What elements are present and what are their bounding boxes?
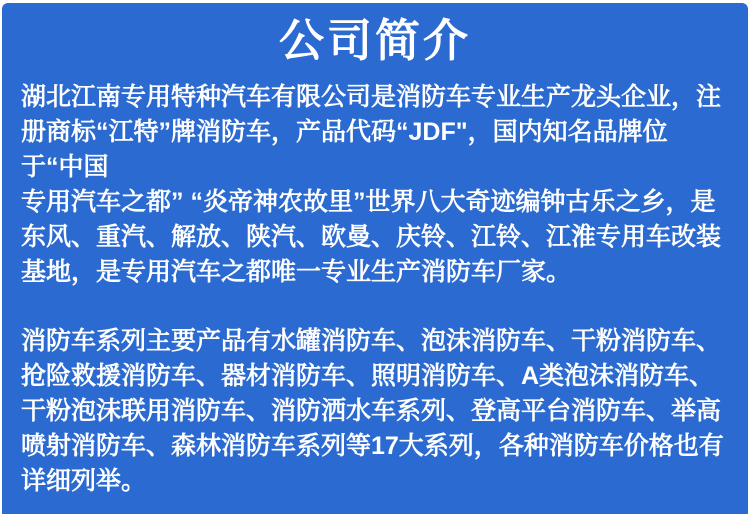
page-title: 公司简介 — [278, 15, 471, 66]
intro-text — [2, 80, 748, 499]
company-intro-panel — [2, 3, 748, 514]
paragraph-1-line-1: 湖北江南专用特种汽车有限公司是消防车专业生产龙头企业，注册商标“江特”牌消防车，产品代码“JDF"，国内知名品牌位于“中国 — [21, 83, 722, 181]
paragraph-product-series — [21, 324, 729, 499]
paragraph-company-overview — [21, 80, 729, 290]
paragraph-2-line-1: 消防车系列主要产品有水罐消防车、泡沫消防车、干粉消防车、抢险救援消防车、器材消防车、照明消防车、A类泡沫消防车、干粉泡沫联用消防车、消防洒水车系列、登高平台消防车、举高喷射消防车、森林消防车系列等17大系列，各种消防车价格也有详细列举。 — [21, 327, 724, 495]
paragraph-1-line-2: 专用汽车之都” “炎帝神农故里”世界八大奇迹编钟古乐之乡，是东风、重汽、解放、陕汽、欧曼、庆铃、江铃、江淮专用车改装基地，是专用汽车之都唯一专业生产消防车厂家。 — [21, 188, 722, 286]
